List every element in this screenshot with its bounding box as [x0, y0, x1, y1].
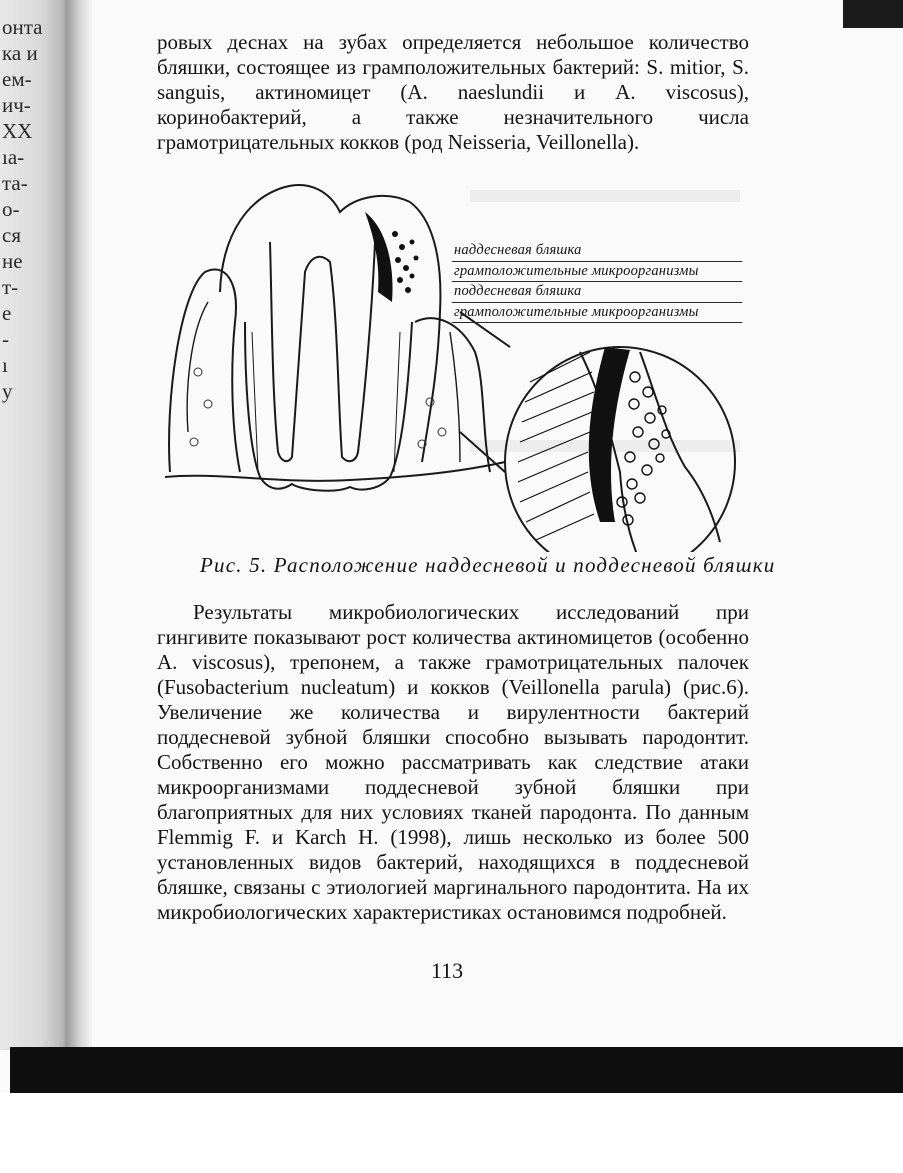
- prev-fragment: ич-: [2, 93, 31, 117]
- scan-bottom-shadow: [10, 1047, 903, 1093]
- figure-tooth-plaque: [160, 172, 750, 552]
- book-gutter-shadow: [66, 0, 92, 1050]
- prev-fragment: онта: [2, 15, 43, 39]
- prev-fragment: т-: [2, 275, 19, 299]
- paragraph-top: ровых деснах на зубах определяется небольшое количество бляшки, состоящее из грамположительных бактерий: S. mitior, S. sanguis, актиномицет (A. naeslundii и A. viscosus), коринобактерий, а также незначительного числа грамотрицательных кокков (род Neisseria, Veillonella).: [157, 30, 749, 154]
- prev-fragment: ем-: [2, 67, 32, 91]
- prev-fragment: ка и: [2, 41, 38, 65]
- prev-fragment: -: [2, 327, 9, 351]
- prev-fragment: о-: [2, 197, 20, 221]
- legend-subgingival-plaque: поддесневая бляшка: [452, 282, 742, 303]
- prev-fragment: не: [2, 249, 23, 273]
- prev-fragment: ıа-: [2, 145, 25, 169]
- prev-fragment: у: [2, 379, 13, 403]
- scan-margin: [0, 1093, 903, 1173]
- paragraph-bottom: Результаты микробиологических исследований при гингивите показывают рост количества актиномицетов (особенно A. viscosus), трепонем, а также грамотрицательных палочек (Fusobacterium nucleatum) и кокков (Veillonella parula) (рис.6). Увеличение же количества и вирулентности бактерий поддесневой зубной бляшки способно вызывать пародонтит. Собственно его можно рассматривать как следствие атаки микроорганизмами поддесневой зубной бляшки при благоприятных для них условиях тканей пародонта. По данным Flemmig F. и Karch H. (1998), лишь несколько из более 500 установленных видов бактерий, находящихся в поддесневой бляшке, связаны с этиологией маргинального пародонтита. На их микробиологических характеристиках остановимся подробней.: [157, 600, 749, 924]
- prev-fragment: XX: [2, 119, 33, 143]
- tooth-diagram: [160, 172, 750, 552]
- prev-fragment: та-: [2, 171, 28, 195]
- legend-supragingival-plaque: наддесневая бляшка: [452, 241, 742, 262]
- prev-fragment: ся: [2, 223, 21, 247]
- page-body-lower: [157, 600, 749, 925]
- previous-page-text: [2, 14, 60, 404]
- legend-gram-positive-2: грамположительные микроорганизмы: [452, 303, 742, 324]
- figure-caption: Рис. 5. Расположение наддесневой и поддесневой бляшки: [200, 553, 776, 577]
- scan-corner-shadow: [843, 0, 903, 28]
- figure-legend: [452, 241, 742, 323]
- prev-fragment: е: [2, 301, 12, 325]
- prev-fragment: ı: [2, 353, 8, 377]
- page-number: 113: [431, 958, 464, 983]
- page-body: [157, 30, 749, 155]
- legend-gram-positive-1: грамположительные микроорганизмы: [452, 262, 742, 283]
